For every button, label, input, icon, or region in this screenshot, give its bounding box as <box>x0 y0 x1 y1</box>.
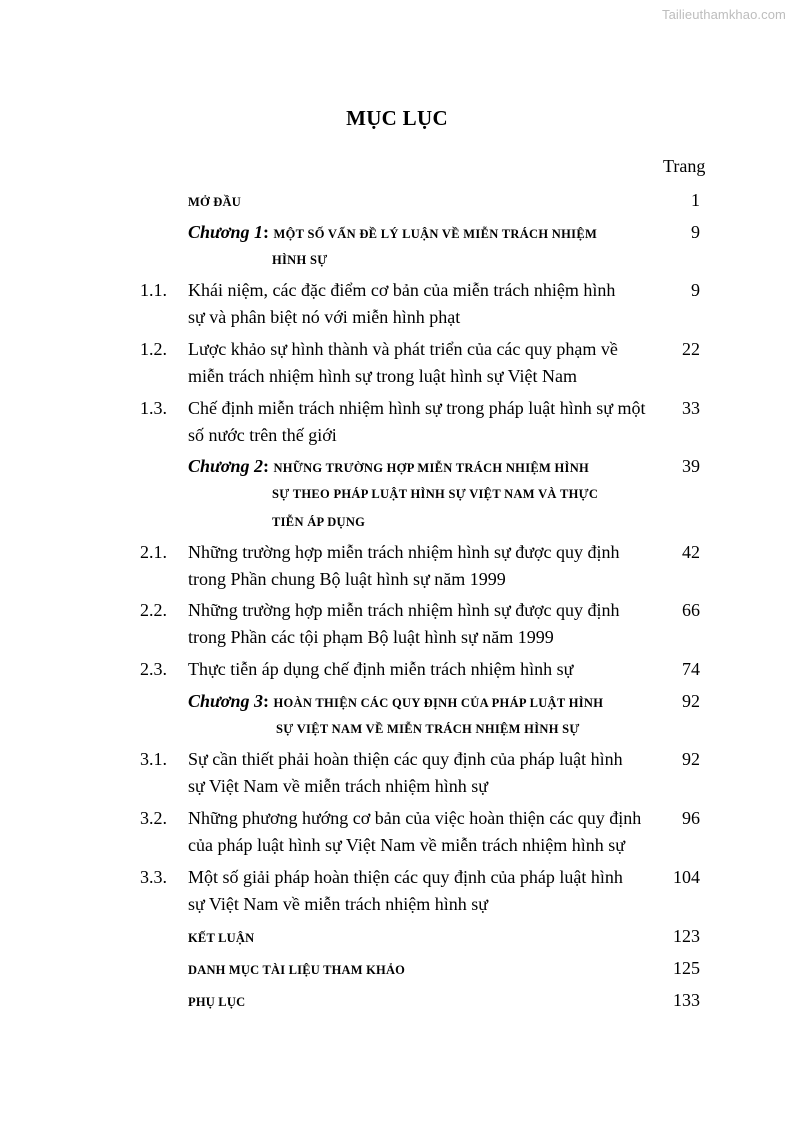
chapter-heading: Chương 1: MỘT SỐ VẤN ĐỀ LÝ LUẬN VỀ MIỄN TRÁCH NHIỆM <box>188 222 598 242</box>
toc-entry-page: 1 <box>691 190 700 210</box>
section-title-line-1: Chế định miễn trách nhiệm hình sự trong pháp luật hình sự một <box>188 398 646 418</box>
section-number: 3.1. <box>140 749 167 769</box>
toc-entry-page: 125 <box>673 958 700 978</box>
section-title-line-2: sự Việt Nam về miễn trách nhiệm hình sự <box>188 776 489 796</box>
chapter-title-line-2: SỰ VIỆT NAM VỀ MIỄN TRÁCH NHIỆM HÌNH SỰ <box>276 722 580 736</box>
section-number: 1.2. <box>140 339 167 359</box>
toc-entry-page: 133 <box>673 990 700 1010</box>
section-title-line-2: miễn trách nhiệm hình sự trong luật hình sự Việt Nam <box>188 366 578 386</box>
toc-entry-page: 74 <box>682 659 700 679</box>
page-column-header: Trang <box>663 156 706 176</box>
section-number: 2.1. <box>140 542 167 562</box>
toc-entry-page: 104 <box>673 867 700 887</box>
section-number: 2.2. <box>140 600 167 620</box>
section-number: 1.1. <box>140 280 167 300</box>
section-title-line-2: của pháp luật hình sự Việt Nam về miễn trách nhiệm hình sự <box>188 835 626 855</box>
toc-entry-page: 33 <box>682 398 700 418</box>
chapter-heading: Chương 3: HOÀN THIỆN CÁC QUY ĐỊNH CỦA PHÁP LUẬT HÌNH <box>188 691 604 711</box>
chapter-label: Chương 3 <box>188 691 263 711</box>
chapter-label: Chương 2 <box>188 456 263 476</box>
chapter-title-line-1: NHỮNG TRƯỜNG HỢP MIỄN TRÁCH NHIỆM HÌNH <box>273 461 590 475</box>
section-title-line-2: trong Phần chung Bộ luật hình sự năm 1999 <box>188 569 506 589</box>
section-title-line-1: Những phương hướng cơ bản của việc hoàn thiện các quy định <box>188 808 642 828</box>
toc-entry-label: KẾT LUẬN <box>188 931 255 945</box>
toc-entry-label: PHỤ LỤC <box>188 995 246 1009</box>
watermark: Tailieuthamkhao.com <box>661 7 786 22</box>
section-title-line-1: Khái niệm, các đặc điểm cơ bản của miễn trách nhiệm hình <box>188 280 616 300</box>
toc-entry-page: 9 <box>691 222 700 242</box>
section-title-line-2: số nước trên thế giới <box>188 425 337 445</box>
section-title-line-1: Sự cần thiết phải hoàn thiện các quy định của pháp luật hình <box>188 749 623 769</box>
toc-entry-page: 123 <box>673 926 700 946</box>
chapter-title-line-3: TIỄN ÁP DỤNG <box>272 515 366 529</box>
chapter-heading: Chương 2: NHỮNG TRƯỜNG HỢP MIỄN TRÁCH NHIỆM HÌNH <box>188 456 590 476</box>
toc-entry-page: 39 <box>682 456 700 476</box>
toc-entry-page: 92 <box>682 691 700 711</box>
toc-entry-page: 96 <box>682 808 700 828</box>
section-title-line-2: sự Việt Nam về miễn trách nhiệm hình sự <box>188 894 489 914</box>
chapter-label: Chương 1 <box>188 222 263 242</box>
chapter-title-line-2: SỰ THEO PHÁP LUẬT HÌNH SỰ VIỆT NAM VÀ THỰC <box>272 487 599 501</box>
toc-entry-page: 9 <box>691 280 700 300</box>
toc-entry-page: 22 <box>682 339 700 359</box>
toc-entry-label: DANH MỤC TÀI LIỆU THAM KHẢO <box>188 963 406 977</box>
section-title-line-2: sự và phân biệt nó với miễn hình phạt <box>188 307 461 327</box>
section-number: 2.3. <box>140 659 167 679</box>
section-number: 3.2. <box>140 808 167 828</box>
toc-entry-label: MỞ ĐẦU <box>188 195 241 209</box>
chapter-title-line-1: HOÀN THIỆN CÁC QUY ĐỊNH CỦA PHÁP LUẬT HÌNH <box>273 696 604 710</box>
toc-entry-page: 66 <box>682 600 700 620</box>
section-title-line-1: Một số giải pháp hoàn thiện các quy định của pháp luật hình <box>188 867 623 887</box>
section-number: 1.3. <box>140 398 167 418</box>
toc-entry-page: 42 <box>682 542 700 562</box>
chapter-title-line-1: MỘT SỐ VẤN ĐỀ LÝ LUẬN VỀ MIỄN TRÁCH NHIỆM <box>273 227 598 241</box>
toc-entry-page: 92 <box>682 749 700 769</box>
section-title-line-1: Thực tiễn áp dụng chế định miễn trách nhiệm hình sự <box>188 659 574 679</box>
section-title-line-1: Những trường hợp miễn trách nhiệm hình sự được quy định <box>188 542 620 562</box>
section-title-line-1: Lược khảo sự hình thành và phát triển của các quy phạm về <box>188 339 618 359</box>
section-title-line-2: trong Phần các tội phạm Bộ luật hình sự năm 1999 <box>188 627 554 647</box>
page-title: MỤC LỤC <box>346 106 448 130</box>
chapter-title-line-2: HÌNH SỰ <box>272 253 328 267</box>
section-title-line-1: Những trường hợp miễn trách nhiệm hình sự được quy định <box>188 600 620 620</box>
section-number: 3.3. <box>140 867 167 887</box>
